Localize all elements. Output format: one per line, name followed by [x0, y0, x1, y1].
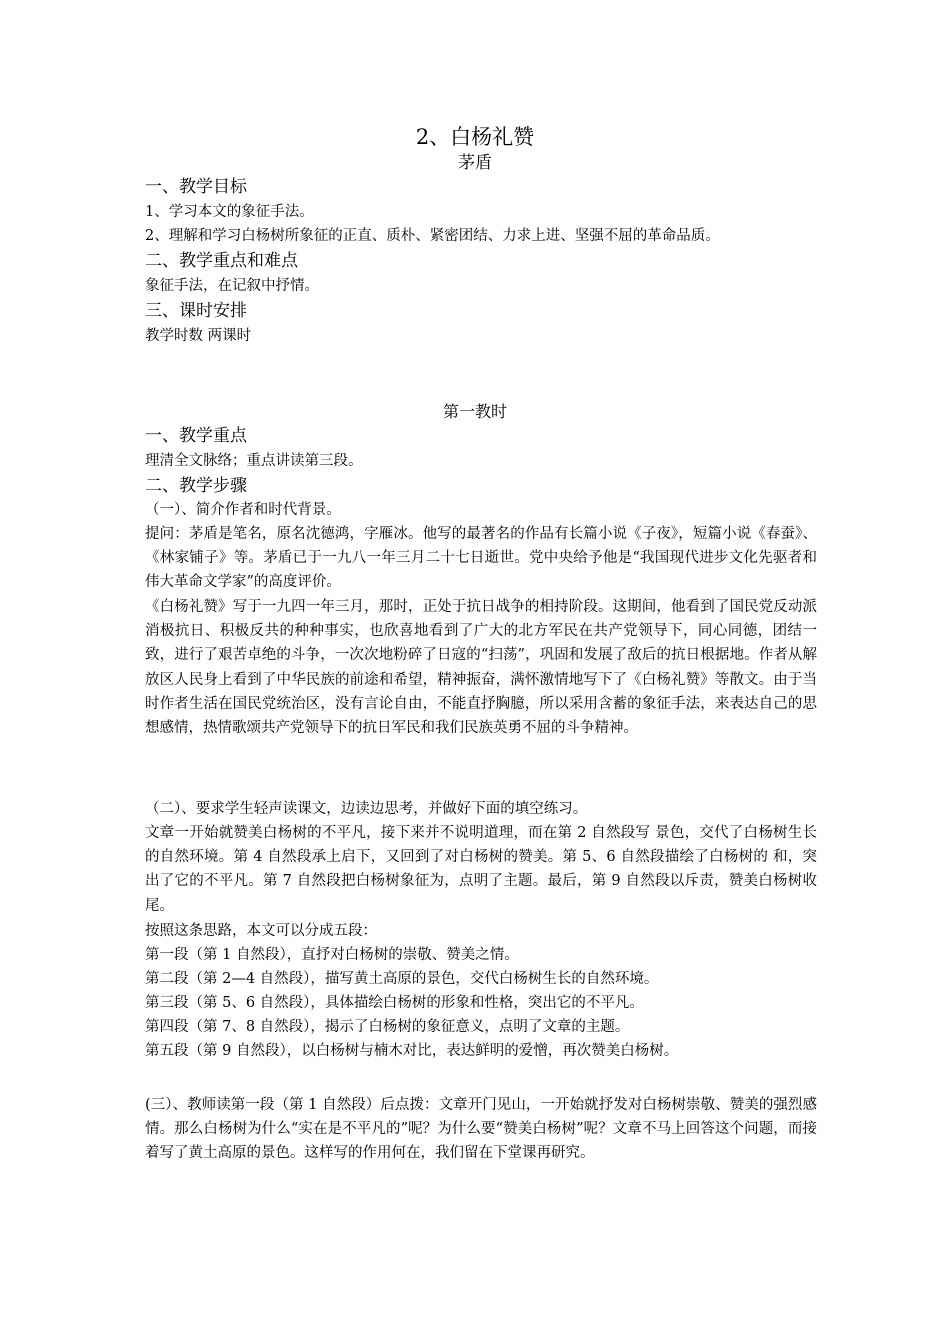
goal-item-1: 1、学习本文的象征手法。	[145, 204, 314, 220]
structure-item-3: 第三段（第 5、6 自然段），具体描绘白杨树的形象和性格，突出它的不平凡。	[145, 995, 644, 1011]
key-points-text: 象征手法，在记叙中抒情。	[145, 278, 319, 294]
schedule-text: 教学时数 两课时	[145, 328, 252, 344]
step1-background: 《白杨礼赞》写于一九四一年三月，那时，正处于抗日战争的相持阶段。这期间，他看到了国民党反动派消极抗日、积极反共的种种事实，也欣喜地看到了广大的北方军民在共产党领导下，同心同德，团结一致，进行了艰苦卓绝的斗争，一次次地粉碎了日寇的“扫荡”，巩固和发展了敌后的抗日根据地。作者从解放区人民身上看到了中华民族的前途和希望，精神振奋，满怀激情地写下了《白杨礼赞》等散文。由于当时作者生活在国民党统治区，没有言论自由，不能直抒胸臆，所以采用含蓄的象征手法，来表达自己的思想感情，热情歌颂共产党领导下的抗日军民和我们民族英勇不屈的斗争精神。	[145, 599, 817, 737]
step2-heading: （二）、要求学生轻声读课文，边读边思考，并做好下面的填空练习。	[145, 801, 588, 817]
document-author: 茅盾	[458, 153, 492, 173]
structure-item-5: 第五段（第 9 自然段），以白杨树与楠木对比，表达鲜明的爱憎，再次赞美白杨树。	[145, 1043, 679, 1059]
step2-fill-exercise: 文章一开始就赞美白杨树的不平凡，接下来并不说明道理，而在第 2 自然段写 景色，交代了白杨树生长的自然环境。第 4 自然段承上启下，又回到了对白杨树的赞美。第 5、6 自然段描绘了白杨树的 和，突出了它的不平凡。第 7 自然段把白杨树象征为，点明了主题。最后，第 9 自然段以斥责，赞美白杨树收尾。	[145, 825, 817, 914]
step2-structure-intro: 按照这条思路，本文可以分成五段：	[145, 923, 377, 939]
goal-item-2: 2、理解和学习白杨树所象征的正直、质朴、紧密团结、力求上进、坚强不屈的革命品质。	[145, 228, 720, 244]
lesson-steps-heading: 二、教学步骤	[145, 476, 247, 496]
lesson-heading: 第一教时	[442, 402, 507, 421]
step1-author-intro: 提问：茅盾是笔名，原名沈德鸿，字雁冰。他写的最著名的作品有长篇小说《子夜》，短篇小说《春蚕》、《林家铺子》等。茅盾已于一九八一年三月二十七日逝世。党中央给予他是“我国现代进步文化先驱者和伟大革命文学家”的高度评价。	[145, 526, 817, 591]
lesson-focus-heading: 一、教学重点	[145, 426, 247, 446]
lesson-focus-text: 理清全文脉络；重点讲读第三段。	[145, 453, 363, 469]
section-heading-goals: 一、教学目标	[145, 177, 247, 197]
step3-teacher-guidance: (三）、教师读第一段（第 1 自然段）后点拨：文章开门见山，一开始就抒发对白杨树崇敬、赞美的强烈感情。那么白杨树为什么“实在是不平凡的”呢？为什么要“赞美白杨树”呢？文章不马上回答这个问题，而接着写了黄土高原的景色。这样写的作用何在，我们留在下堂课再研究。	[145, 1097, 817, 1162]
section-heading-key-points: 二、教学重点和难点	[145, 251, 298, 271]
structure-item-1: 第一段（第 1 自然段），直抒对白杨树的崇敬、赞美之情。	[145, 947, 519, 963]
structure-item-2: 第二段（第 2—4 自然段），描写黄土高原的景色，交代白杨树生长的自然环境。	[145, 971, 659, 987]
structure-item-4: 第四段（第 7、8 自然段），揭示了白杨树的象征意义，点明了文章的主题。	[145, 1019, 630, 1035]
document-title: 2、白杨礼赞	[415, 125, 535, 149]
section-heading-schedule: 三、课时安排	[145, 301, 247, 321]
step1-heading: （一）、简介作者和时代背景。	[145, 502, 341, 518]
